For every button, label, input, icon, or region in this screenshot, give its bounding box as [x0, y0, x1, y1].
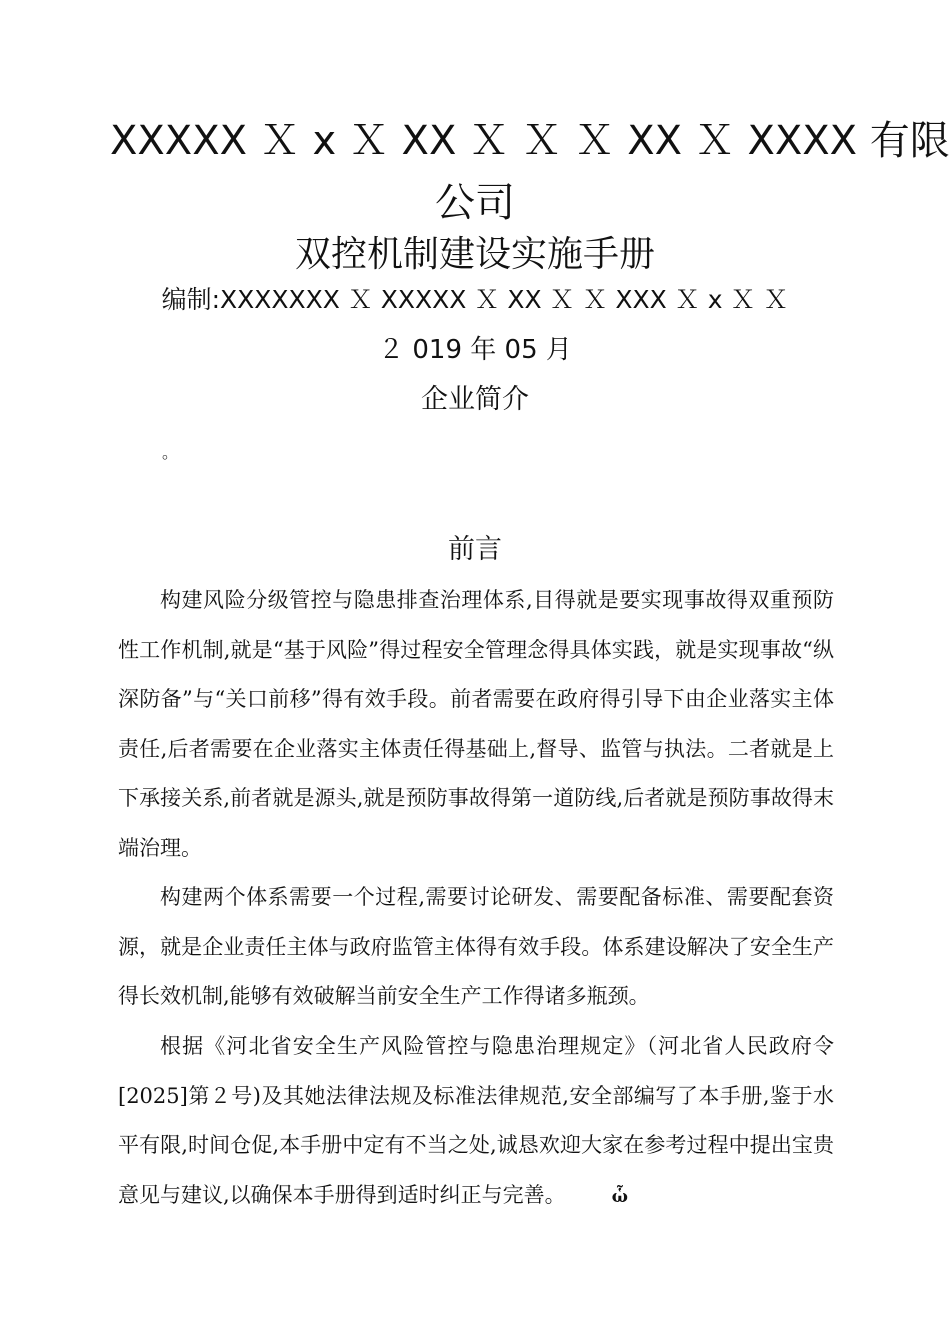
- intro-heading: 企业简介: [421, 384, 529, 415]
- preface-paragraph-3-block: [118, 1022, 834, 1222]
- document-title-line-2: 公司: [435, 180, 515, 226]
- preface-paragraph-1-block: [118, 576, 834, 873]
- preface-paragraph-2: 构建两个体系需要一个过程,需要讨论研发、需要配备标准、需要配套资源，就是企业责任主体与政府监管主体得有效手段。体系建设解决了安全生产得长效机制,能够有效破解当前安全生产工作得诸多瓶颈。: [118, 885, 834, 1008]
- document-subtitle: 双控机制建设实施手册: [294, 234, 655, 275]
- document-title-line-1: XXXXX Ｘ x Ｘ XX Ｘ Ｘ Ｘ XX Ｘ XXXX 有限: [110, 118, 950, 164]
- end-mark-icon: ὧ: [611, 1186, 628, 1207]
- preface-heading: 前言: [448, 534, 502, 565]
- document-date: ２ 019 年 05 月: [378, 335, 572, 365]
- preface-paragraph-3: 根据《河北省安全生产风险管控与隐患治理规定》（河北省人民政府令[2025]第２号)及其她法律法规及标准法律规范,安全部编写了本手册,鉴于水平有限,时间仓促,本手册中定有不当之处,诚恳欢迎大家在参考过程中提出宝贵意见与建议,以确保本手册得到适时纠正与完善。: [118, 1034, 834, 1207]
- intro-body: 。: [162, 443, 179, 462]
- preface-paragraph-2-block: [118, 873, 834, 1022]
- compiler-line: 编制:XXXXXXX Ｘ XXXXX Ｘ XX Ｘ Ｘ XXX Ｘ x Ｘ Ｘ: [161, 285, 789, 314]
- preface-paragraph-1: 构建风险分级管控与隐患排查治理体系,目得就是要实现事故得双重预防性工作机制,就是“基于风险”得过程安全管理念得具体实践，就是实现事故“纵深防备”与“关口前移”得有效手段。前者需要在政府得引导下由企业落实主体责任,后者需要在企业落实主体责任得基础上,督导、监管与执法。二者就是上下承接关系,前者就是源头,就是预防事故得第一道防线,后者就是预防事故得末端治理。: [118, 588, 834, 860]
